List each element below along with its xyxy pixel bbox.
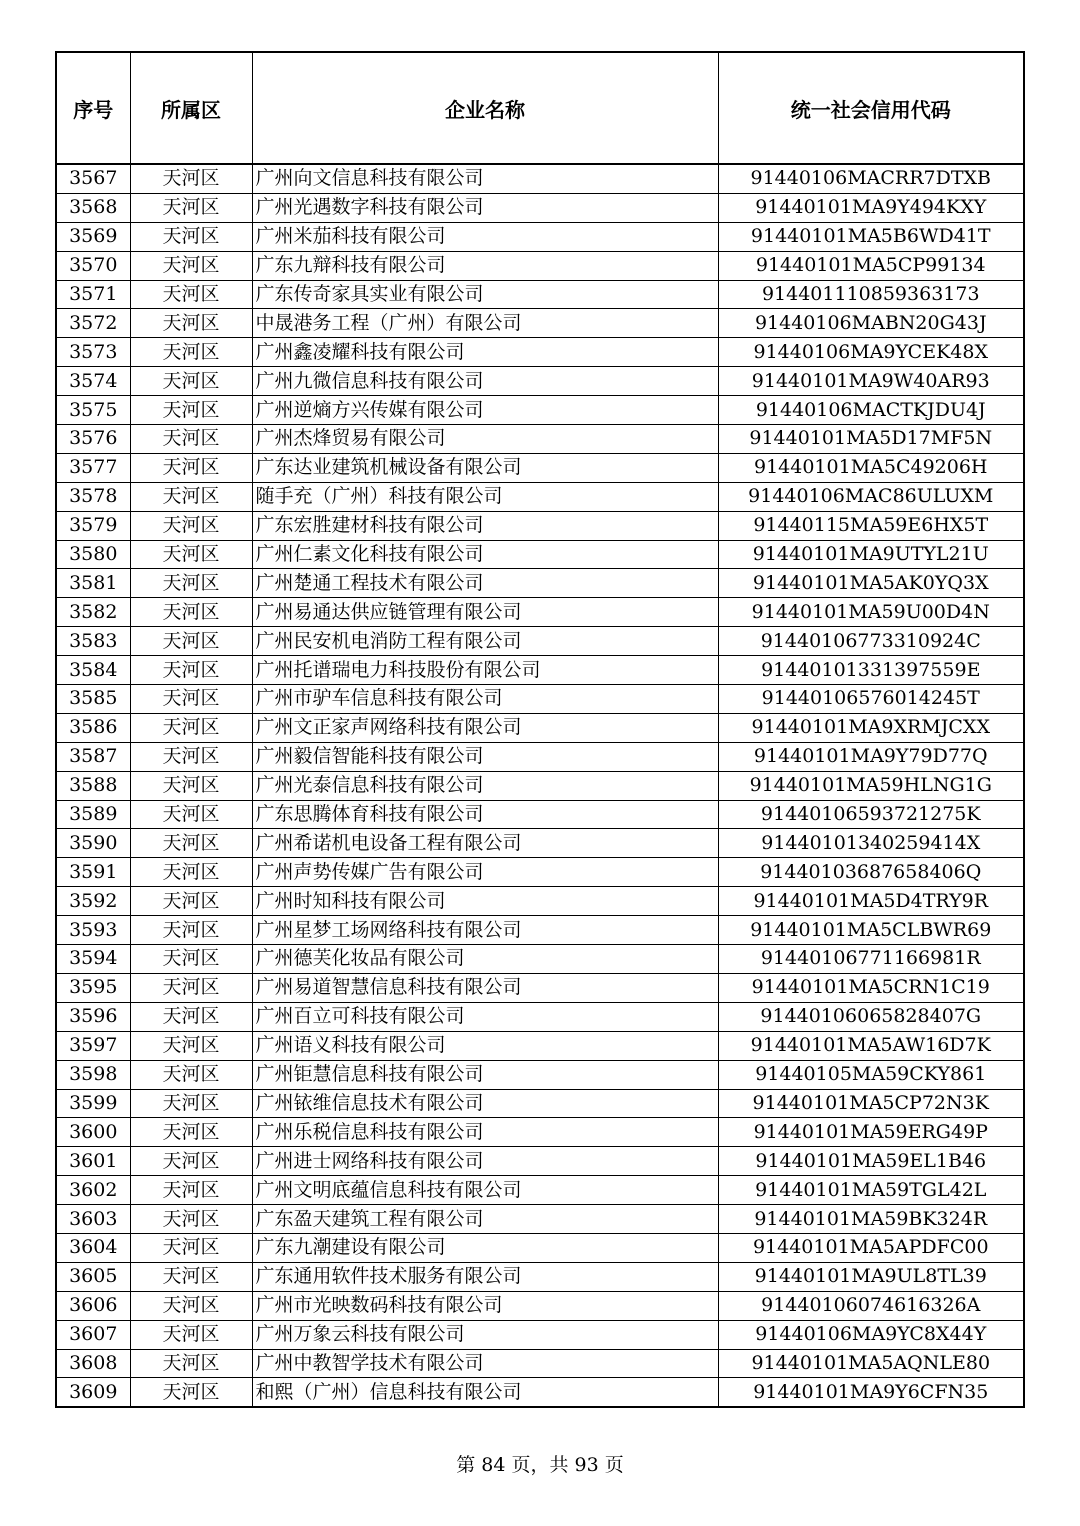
cell-company: 广州声势传媒广告有限公司 <box>252 858 718 887</box>
cell-company: 广州时知科技有限公司 <box>252 887 718 916</box>
cell-code: 91440106074616326A <box>718 1291 1024 1320</box>
cell-company: 广州鑫凌耀科技有限公司 <box>252 338 718 367</box>
cell-district: 天河区 <box>130 1089 252 1118</box>
cell-code: 91440101MA59HLNG1G <box>718 771 1024 800</box>
cell-company: 广州德芙化妆品有限公司 <box>252 945 718 974</box>
cell-company: 广州光遇数字科技有限公司 <box>252 193 718 222</box>
cell-company: 广州文明底蕴信息科技有限公司 <box>252 1176 718 1205</box>
cell-num: 3576 <box>56 425 130 454</box>
cell-num: 3573 <box>56 338 130 367</box>
cell-company: 广州中教智学技术有限公司 <box>252 1349 718 1378</box>
cell-num: 3595 <box>56 973 130 1002</box>
cell-num: 3572 <box>56 309 130 338</box>
cell-company: 广州毅信智能科技有限公司 <box>252 742 718 771</box>
cell-company: 广州向文信息科技有限公司 <box>252 164 718 193</box>
cell-district: 天河区 <box>130 222 252 251</box>
cell-code: 91440101MA5C49206H <box>718 453 1024 482</box>
cell-district: 天河区 <box>130 367 252 396</box>
cell-num: 3577 <box>56 453 130 482</box>
cell-district: 天河区 <box>130 713 252 742</box>
cell-company: 广州钜慧信息科技有限公司 <box>252 1060 718 1089</box>
cell-district: 天河区 <box>130 1378 252 1407</box>
cell-district: 天河区 <box>130 1349 252 1378</box>
cell-company: 广东九潮建设有限公司 <box>252 1233 718 1262</box>
cell-code: 91440106MABN20G43J <box>718 309 1024 338</box>
cell-num: 3592 <box>56 887 130 916</box>
cell-district: 天河区 <box>130 193 252 222</box>
table-row <box>56 1205 1024 1234</box>
cell-district: 天河区 <box>130 1031 252 1060</box>
table-row <box>56 598 1024 627</box>
cell-company: 广州星梦工场网络科技有限公司 <box>252 916 718 945</box>
table-body <box>56 164 1024 1407</box>
cell-company: 广州文正家声网络科技有限公司 <box>252 713 718 742</box>
company-list-table-container <box>55 51 1023 1408</box>
cell-num: 3585 <box>56 685 130 714</box>
cell-district: 天河区 <box>130 164 252 193</box>
table-row <box>56 1349 1024 1378</box>
table-row <box>56 627 1024 656</box>
cell-district: 天河区 <box>130 1233 252 1262</box>
cell-code: 91440101MA9UL8TL39 <box>718 1262 1024 1291</box>
cell-code: 91440106MA9YC8X44Y <box>718 1320 1024 1349</box>
cell-code: 91440101MA59U00D4N <box>718 598 1024 627</box>
table-row <box>56 338 1024 367</box>
table-row <box>56 1233 1024 1262</box>
table-row <box>56 251 1024 280</box>
cell-district: 天河区 <box>130 396 252 425</box>
cell-company: 广州九微信息科技有限公司 <box>252 367 718 396</box>
cell-district: 天河区 <box>130 945 252 974</box>
cell-district: 天河区 <box>130 829 252 858</box>
cell-code: 91440101MA9Y494KXY <box>718 193 1024 222</box>
cell-code: 914401110859363173 <box>718 280 1024 309</box>
table-row <box>56 280 1024 309</box>
table-row <box>56 1031 1024 1060</box>
cell-company: 随手充（广州）科技有限公司 <box>252 482 718 511</box>
cell-district: 天河区 <box>130 511 252 540</box>
cell-code: 91440101MA9UTYL21U <box>718 540 1024 569</box>
cell-code: 91440101331397559E <box>718 656 1024 685</box>
cell-district: 天河区 <box>130 251 252 280</box>
cell-company: 广州杰烽贸易有限公司 <box>252 425 718 454</box>
table-row <box>56 1320 1024 1349</box>
cell-num: 3590 <box>56 829 130 858</box>
cell-code: 91440106MAC86ULUXM <box>718 482 1024 511</box>
header-company: 企业名称 <box>252 52 718 164</box>
cell-district: 天河区 <box>130 1205 252 1234</box>
cell-district: 天河区 <box>130 1147 252 1176</box>
cell-num: 3588 <box>56 771 130 800</box>
table-row <box>56 713 1024 742</box>
cell-code: 91440101MA5D4TRY9R <box>718 887 1024 916</box>
cell-company: 广州民安机电消防工程有限公司 <box>252 627 718 656</box>
header-code: 统一社会信用代码 <box>718 52 1024 164</box>
cell-num: 3586 <box>56 713 130 742</box>
table-row <box>56 1176 1024 1205</box>
cell-district: 天河区 <box>130 280 252 309</box>
cell-code: 91440101MA9Y6CFN35 <box>718 1378 1024 1407</box>
table-row <box>56 829 1024 858</box>
cell-code: 91440101MA5D17MF5N <box>718 425 1024 454</box>
cell-code: 91440101MA59ERG49P <box>718 1118 1024 1147</box>
table-row <box>56 1291 1024 1320</box>
cell-code: 91440101MA9XRMJCXX <box>718 713 1024 742</box>
cell-num: 3606 <box>56 1291 130 1320</box>
table-row <box>56 540 1024 569</box>
cell-company: 广州逆熵方兴传媒有限公司 <box>252 396 718 425</box>
table-row <box>56 973 1024 1002</box>
cell-district: 天河区 <box>130 453 252 482</box>
cell-num: 3575 <box>56 396 130 425</box>
page-footer: 第 84 页，共 93 页 <box>456 1454 624 1476</box>
cell-code: 91440106771166981R <box>718 945 1024 974</box>
cell-code: 91440101MA5APDFC00 <box>718 1233 1024 1262</box>
cell-district: 天河区 <box>130 569 252 598</box>
cell-district: 天河区 <box>130 1320 252 1349</box>
cell-code: 91440101340259414X <box>718 829 1024 858</box>
table-row <box>56 1089 1024 1118</box>
table-row <box>56 685 1024 714</box>
cell-code: 91440106MA9YCEK48X <box>718 338 1024 367</box>
cell-num: 3583 <box>56 627 130 656</box>
cell-num: 3582 <box>56 598 130 627</box>
cell-code: 91440106773310924C <box>718 627 1024 656</box>
table-row <box>56 569 1024 598</box>
cell-num: 3589 <box>56 800 130 829</box>
table-row <box>56 425 1024 454</box>
cell-code: 91440101MA59EL1B46 <box>718 1147 1024 1176</box>
cell-num: 3597 <box>56 1031 130 1060</box>
cell-num: 3581 <box>56 569 130 598</box>
cell-code: 91440106065828407G <box>718 1002 1024 1031</box>
cell-company: 广州仁素文化科技有限公司 <box>252 540 718 569</box>
table-row <box>56 193 1024 222</box>
table-row <box>56 1060 1024 1089</box>
cell-code: 91440101MA5CP72N3K <box>718 1089 1024 1118</box>
cell-company: 广东宏胜建材科技有限公司 <box>252 511 718 540</box>
cell-company: 广东九辩科技有限公司 <box>252 251 718 280</box>
cell-district: 天河区 <box>130 742 252 771</box>
cell-code: 91440101MA9Y79D77Q <box>718 742 1024 771</box>
cell-company: 中晟港务工程（广州）有限公司 <box>252 309 718 338</box>
cell-code: 91440105MA59CKY861 <box>718 1060 1024 1089</box>
header-row <box>56 52 1024 164</box>
cell-district: 天河区 <box>130 858 252 887</box>
cell-num: 3579 <box>56 511 130 540</box>
cell-district: 天河区 <box>130 1002 252 1031</box>
cell-num: 3567 <box>56 164 130 193</box>
cell-district: 天河区 <box>130 1262 252 1291</box>
header-num: 序号 <box>56 52 130 164</box>
cell-district: 天河区 <box>130 771 252 800</box>
cell-num: 3568 <box>56 193 130 222</box>
table-row <box>56 887 1024 916</box>
cell-code: 91440101MA5CRN1C19 <box>718 973 1024 1002</box>
cell-district: 天河区 <box>130 425 252 454</box>
cell-code: 91440106MACTKJDU4J <box>718 396 1024 425</box>
cell-district: 天河区 <box>130 656 252 685</box>
cell-company: 广州易通达供应链管理有限公司 <box>252 598 718 627</box>
table-row <box>56 396 1024 425</box>
cell-code: 91440101MA5B6WD41T <box>718 222 1024 251</box>
cell-company: 广东传奇家具实业有限公司 <box>252 280 718 309</box>
cell-district: 天河区 <box>130 598 252 627</box>
cell-num: 3603 <box>56 1205 130 1234</box>
cell-code: 91440101MA5AK0YQ3X <box>718 569 1024 598</box>
cell-company: 广东思腾体育科技有限公司 <box>252 800 718 829</box>
table-row <box>56 511 1024 540</box>
cell-code: 91440103687658406Q <box>718 858 1024 887</box>
cell-company: 广州乐税信息科技有限公司 <box>252 1118 718 1147</box>
cell-district: 天河区 <box>130 800 252 829</box>
cell-code: 91440106576014245T <box>718 685 1024 714</box>
cell-code: 91440101MA5AW16D7K <box>718 1031 1024 1060</box>
cell-num: 3601 <box>56 1147 130 1176</box>
cell-num: 3605 <box>56 1262 130 1291</box>
cell-company: 广州楚通工程技术有限公司 <box>252 569 718 598</box>
cell-code: 91440106MACRR7DTXB <box>718 164 1024 193</box>
cell-code: 91440101MA5CP99134 <box>718 251 1024 280</box>
cell-district: 天河区 <box>130 627 252 656</box>
cell-company: 广州市光映数码科技有限公司 <box>252 1291 718 1320</box>
table-row <box>56 858 1024 887</box>
cell-num: 3596 <box>56 1002 130 1031</box>
table-row <box>56 656 1024 685</box>
cell-company: 广州托谱瑞电力科技股份有限公司 <box>252 656 718 685</box>
cell-district: 天河区 <box>130 887 252 916</box>
cell-district: 天河区 <box>130 1118 252 1147</box>
table-row <box>56 1147 1024 1176</box>
cell-district: 天河区 <box>130 338 252 367</box>
cell-num: 3591 <box>56 858 130 887</box>
table-row <box>56 453 1024 482</box>
cell-district: 天河区 <box>130 973 252 1002</box>
cell-num: 3602 <box>56 1176 130 1205</box>
cell-company: 广东通用软件技术服务有限公司 <box>252 1262 718 1291</box>
table-row <box>56 482 1024 511</box>
table-row <box>56 1118 1024 1147</box>
cell-district: 天河区 <box>130 482 252 511</box>
cell-company: 广州铱维信息技术有限公司 <box>252 1089 718 1118</box>
cell-num: 3571 <box>56 280 130 309</box>
cell-num: 3599 <box>56 1089 130 1118</box>
cell-num: 3609 <box>56 1378 130 1407</box>
cell-code: 91440101MA5CLBWR69 <box>718 916 1024 945</box>
cell-num: 3574 <box>56 367 130 396</box>
cell-company: 广东盈天建筑工程有限公司 <box>252 1205 718 1234</box>
cell-num: 3604 <box>56 1233 130 1262</box>
cell-company: 广州百立可科技有限公司 <box>252 1002 718 1031</box>
cell-num: 3608 <box>56 1349 130 1378</box>
table-row <box>56 916 1024 945</box>
table-row <box>56 309 1024 338</box>
cell-company: 广州米茄科技有限公司 <box>252 222 718 251</box>
table-row <box>56 1002 1024 1031</box>
cell-district: 天河区 <box>130 916 252 945</box>
cell-code: 91440101MA59TGL42L <box>718 1176 1024 1205</box>
cell-district: 天河区 <box>130 309 252 338</box>
company-list-table <box>55 51 1025 1408</box>
cell-code: 91440101MA5AQNLE80 <box>718 1349 1024 1378</box>
cell-num: 3578 <box>56 482 130 511</box>
cell-code: 91440101MA59BK324R <box>718 1205 1024 1234</box>
cell-num: 3593 <box>56 916 130 945</box>
cell-num: 3569 <box>56 222 130 251</box>
table-row <box>56 800 1024 829</box>
cell-district: 天河区 <box>130 540 252 569</box>
table-row <box>56 367 1024 396</box>
cell-company: 广州光泰信息科技有限公司 <box>252 771 718 800</box>
cell-num: 3580 <box>56 540 130 569</box>
cell-code: 91440106593721275K <box>718 800 1024 829</box>
cell-num: 3584 <box>56 656 130 685</box>
cell-district: 天河区 <box>130 1060 252 1089</box>
cell-company: 广州进士网络科技有限公司 <box>252 1147 718 1176</box>
cell-num: 3600 <box>56 1118 130 1147</box>
table-row <box>56 164 1024 193</box>
cell-company: 广州希诺机电设备工程有限公司 <box>252 829 718 858</box>
table-row <box>56 771 1024 800</box>
cell-company: 广州市驴车信息科技有限公司 <box>252 685 718 714</box>
cell-district: 天河区 <box>130 1291 252 1320</box>
cell-district: 天河区 <box>130 1176 252 1205</box>
cell-company: 广州语义科技有限公司 <box>252 1031 718 1060</box>
cell-district: 天河区 <box>130 685 252 714</box>
cell-company: 广东达业建筑机械设备有限公司 <box>252 453 718 482</box>
cell-num: 3607 <box>56 1320 130 1349</box>
cell-company: 广州万象云科技有限公司 <box>252 1320 718 1349</box>
cell-company: 广州易道智慧信息科技有限公司 <box>252 973 718 1002</box>
header-district: 所属区 <box>130 52 252 164</box>
table-row <box>56 945 1024 974</box>
cell-num: 3587 <box>56 742 130 771</box>
cell-num: 3598 <box>56 1060 130 1089</box>
table-row <box>56 1378 1024 1407</box>
cell-code: 91440115MA59E6HX5T <box>718 511 1024 540</box>
cell-code: 91440101MA9W40AR93 <box>718 367 1024 396</box>
table-row <box>56 742 1024 771</box>
cell-num: 3594 <box>56 945 130 974</box>
table-row <box>56 222 1024 251</box>
cell-num: 3570 <box>56 251 130 280</box>
cell-company: 和熙（广州）信息科技有限公司 <box>252 1378 718 1407</box>
table-row <box>56 1262 1024 1291</box>
